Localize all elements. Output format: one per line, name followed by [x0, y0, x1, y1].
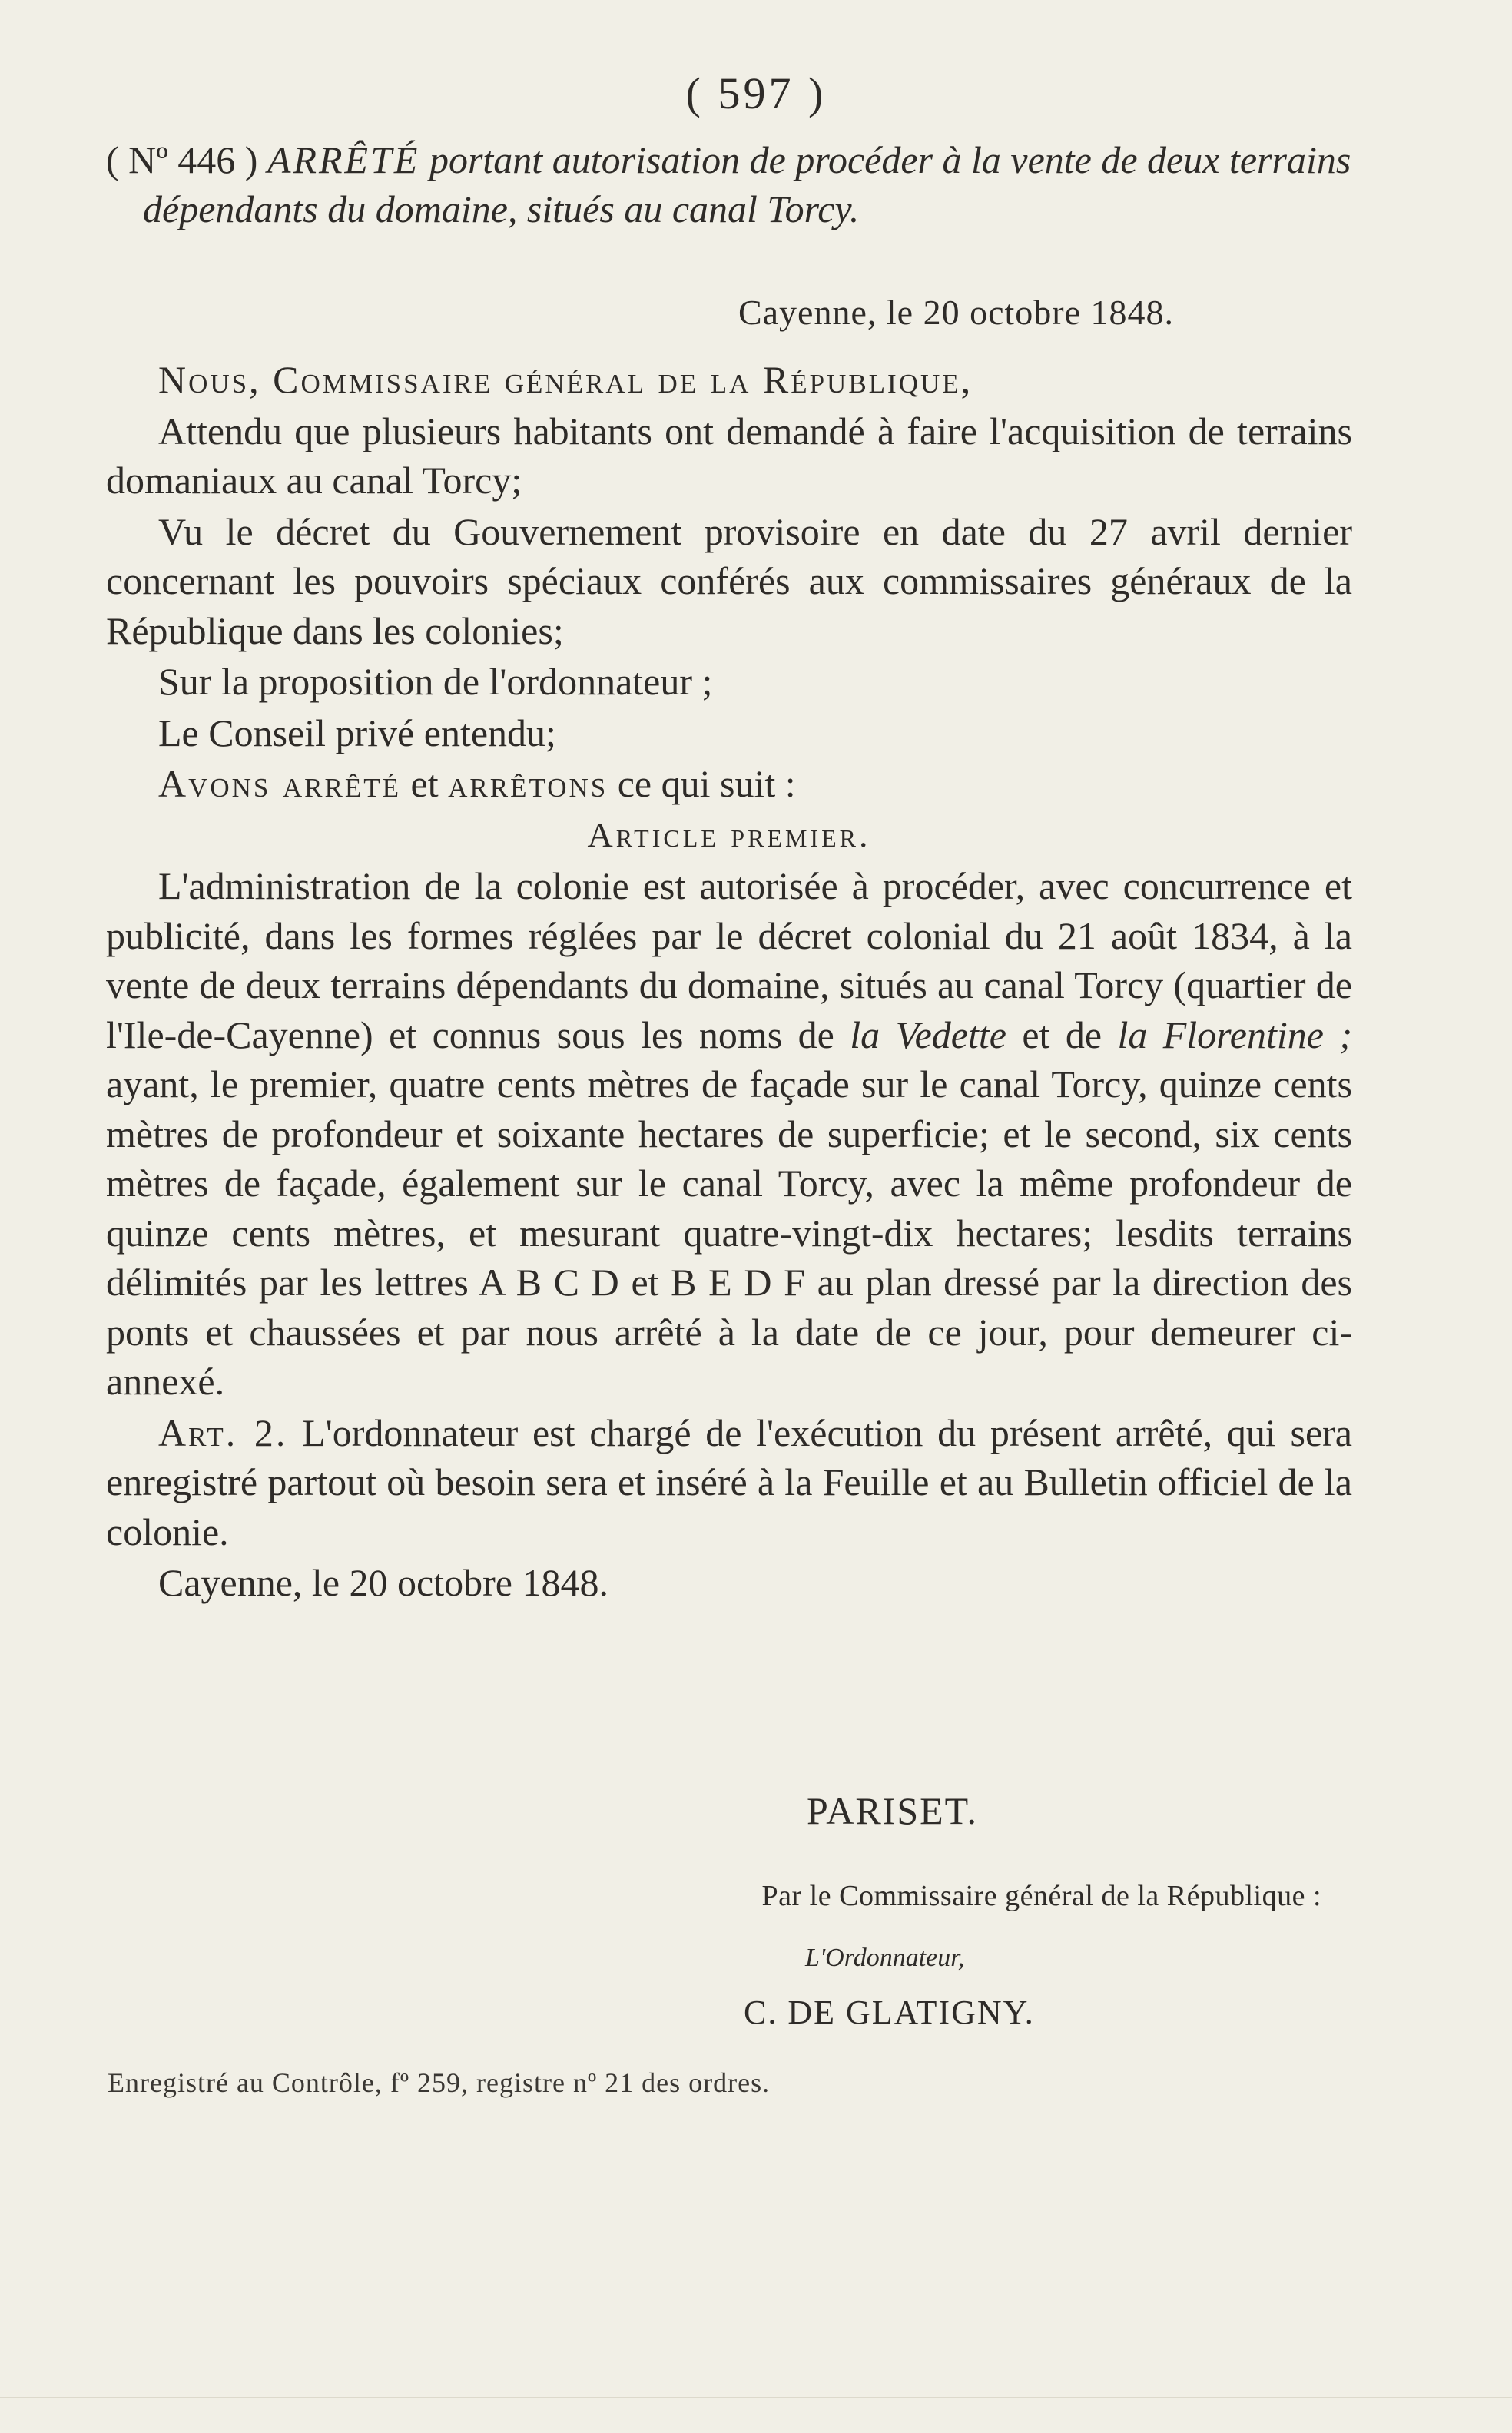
considerant-2: Vu le décret du Gouvernement provisoire en date du 27 avril dernier concernant les pouvoirs spéciaux conférés aux commissaires généraux de la République dans les colonies;	[106, 509, 1352, 652]
considerant-3: Sur la proposition de l'ordonnateur ;	[158, 660, 713, 703]
decision-arrete: arrêté	[282, 762, 402, 805]
article-1-heading: Article premier.	[587, 814, 871, 854]
decree-heading	[106, 135, 1389, 234]
article-2-label: Art. 2.	[158, 1410, 288, 1454]
signature-pariset: PARISET.	[807, 1789, 979, 1832]
article-1-name-vedette: la Vedette	[850, 1013, 1006, 1056]
decree-number: ( Nº 446 )	[106, 138, 258, 181]
decision-arretons: arrêtons	[448, 762, 608, 805]
preamble: Nous, Commissaire général de la République,	[158, 358, 973, 401]
signatory-name: C. DE GLATIGNY.	[744, 1994, 1035, 2031]
closing-date: Cayenne, le 20 octobre 1848.	[158, 1561, 608, 1604]
article-2-body: L'ordonnateur est chargé de l'exécution du présent arrêté, qui sera enregistré partout où besoin sera et inséré à la Feuille et au Bulletin officiel de la colonie.	[106, 1410, 1352, 1553]
considerant-4: Le Conseil privé entendu;	[158, 711, 556, 754]
decision-end: ce qui suit :	[608, 762, 796, 805]
decision-start: Avons	[158, 762, 283, 805]
article-1-part1: L'administration de la colonie est autorisée à procéder, avec concurrence et publicité, dans les formes réglées par le décret colonial du 21 août 1834, à la vente de deux terrains dépendants du domaine, situés au canal Torcy (quartier de l'Ile-de-Cayenne) et connus sous les noms de	[106, 864, 1352, 1056]
page-number: ( 597 )	[685, 68, 827, 118]
decree-title-rest: portant autorisation de procéder à la vente de deux terrains dépendants du domaine, situés au canal Torcy.	[143, 138, 1351, 230]
registry-note: Enregistré au Contrôle, fº 259, registre nº 21 des ordres.	[108, 2067, 771, 2098]
article-1-name-florentine: la Florentine ;	[1117, 1013, 1352, 1056]
article-1-and: et de	[1006, 1013, 1118, 1056]
article-1-part2: ayant, le premier, quatre cents mètres de façade sur le canal Torcy, quinze cents mètres de profondeur et soixante hectares de superficie; et le second, six cents mètres de façade, également sur le canal Torcy, avec la même profondeur de quinze cents mètres, et mesurant quatre-vingt-dix hectares; lesdits terrains délimités par les lettres A B C D et B E D F au plan dressé par la direction des ponts et chaussées et par nous arrêté à la date de ce jour, pour demeurer ci-annexé.	[106, 1062, 1352, 1403]
decision-mid: et	[401, 762, 449, 805]
authority-line: Par le Commissaire général de la République :	[761, 1880, 1321, 1912]
ordonnateur-role: L'Ordonnateur,	[805, 1944, 965, 1972]
decision-clause	[106, 759, 1352, 809]
decree-title	[143, 138, 1351, 230]
page-edge-divider	[0, 2397, 1512, 2398]
decree-body	[106, 355, 1352, 1608]
decree-title-caps: ARRÊTÉ	[267, 138, 420, 181]
article-2-text	[106, 1408, 1352, 1557]
article-1-text	[106, 861, 1352, 1407]
dateline: Cayenne, le 20 octobre 1848.	[738, 293, 1174, 332]
considerant-1: Attendu que plusieurs habitants ont demandé à faire l'acquisition de terrains domaniaux au canal Torcy;	[106, 409, 1352, 502]
